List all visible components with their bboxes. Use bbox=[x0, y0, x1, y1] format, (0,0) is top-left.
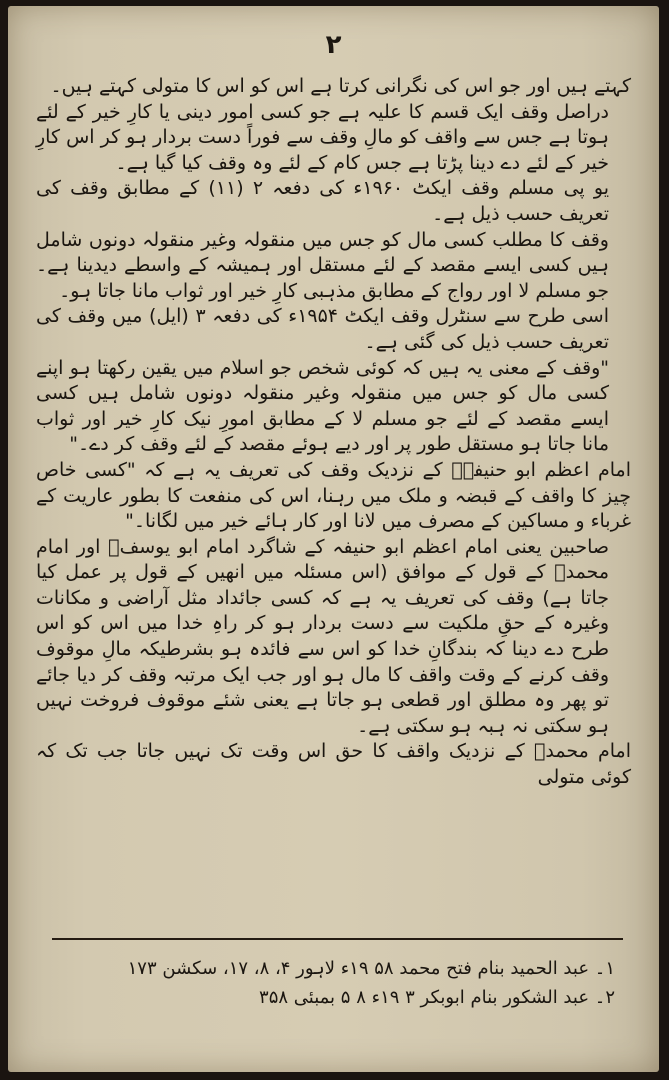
page-number: ۲ bbox=[325, 30, 342, 60]
paragraph-central-waqf-act: اسی طرح سے سنٹرل وقف ایکٹ ۱۹۵۴ء کی دفعہ ۳ (ایل) میں وقف کی تعریف حسب ذیل کی گئی ہے۔ bbox=[36, 305, 610, 353]
paragraph-waqf-definition: وقف کا مطلب کسی مال کو جس میں منقولہ وغیر منقولہ دونوں شامل ہیں کسی ایسے مقصد کے لئے مستقل اور ہمیشہ کے واسطے دیدینا ہے۔ جو مسلم لا اور رواج کے مطابق مذہبی کارِ خیر اور ثواب مانا جاتا ہو۔ bbox=[36, 228, 609, 302]
paragraph-imam-muhammad: امام محمدؒ کے نزدیک واقف کا حق اس وقت تک نہیں جاتا جب تک کہ کوئی متولی bbox=[36, 740, 631, 789]
paragraph-up-waqf-act: یو پی مسلم وقف ایکٹ ۱۹۶۰ء کی دفعہ ۲ (۱۱) کے مطابق وقف کی تعریف حسب ذیل ہے۔ bbox=[36, 177, 610, 225]
footnote-2: ۲۔ عبد الشکور بنام ابوبکر ۳ ۱۹ء ۸ ۵ بمبئی ۳۵۸ bbox=[259, 987, 615, 1008]
paragraph-central-act-quote: "وقف کے معنی یہ ہیں کہ کوئی شخص جو اسلام میں یقین رکھتا ہو اپنے کسی مال کو جس میں منقولہ وغیر منقولہ دونوں شامل ہیں کسی ایسے مقصد کے لئے جو مسلم لا کے مطابق امورِ نیک کارِ خیر اور ثواب مانا جاتا ہو مستقل طور پر اور دیے ہوئے مقصد کے لئے وقف کر دے۔" bbox=[36, 356, 609, 456]
footnotes bbox=[48, 954, 615, 1012]
paragraph-waqf-essence: دراصل وقف ایک قسم کا علیہ ہے جو کسی امور دینی یا کارِ خیر کے لئے ہوتا ہے جس سے واقف کو مالِ وقف سے فوراً دست بردار ہو کر اس کارِ خیر کے لئے دے دینا پڑتا ہے جس کام کے لئے وہ وقف کیا گیا ہے۔ bbox=[36, 100, 609, 174]
paragraph-sahibain-definition: صاحبین یعنی امام اعظم ابو حنیفہ کے شاگرد امام ابو یوسفؒ اور امام محمدؒ کے قول کے موافق (اس مسئلہ میں انھیں کے قول پر عمل کیا جاتا ہے) وقف کی تعریف یہ ہے کہ کسی جائداد مثل آراضی و مکانات وغیرہ کے حقِ ملکیت سے دست بردار ہو کر راہِ خدا میں اس کو اس طرح دے دینا کہ بندگانِ خدا کو اس سے فائدہ ہو بشرطیکہ مالِ موقوف وقف کرنے کے وقت واقف کا مال ہو اور جب ایک مرتبہ وقف کر دیا جائے تو پھر وہ مطلق اور قطعی ہو جاتا ہے یعنی شئے موقوف فروخت نہیں ہو سکتی نہ ہبہ ہو سکتی ہے۔ bbox=[36, 535, 609, 737]
paragraph-abu-hanifa-definition: امام اعظم ابو حنیفہؒ کے نزدیک وقف کی تعریف یہ ہے کہ "کسی خاص چیز کا واقف کے قبضہ و ملک میں رہنا، اس کی منفعت کا بطور عاریت کے غرباء و مساکین کے مصرف میں لانا اور کار ہائے خیر میں لگانا۔" bbox=[36, 458, 631, 533]
page-body-text bbox=[36, 74, 631, 920]
footnote-1: ۱۔ عبد الحمید بنام فتح محمد ۵۸ ۱۹ء لاہور ۴، ۸، ۱۷، سکشن ۱۷۳ bbox=[127, 958, 615, 979]
footnote-divider bbox=[52, 938, 623, 940]
book-page bbox=[8, 6, 659, 1072]
paragraph-intro-continuation: کہتے ہیں اور جو اس کی نگرانی کرتا ہے اس کو اس کا متولی کہتے ہیں۔ bbox=[50, 75, 631, 97]
